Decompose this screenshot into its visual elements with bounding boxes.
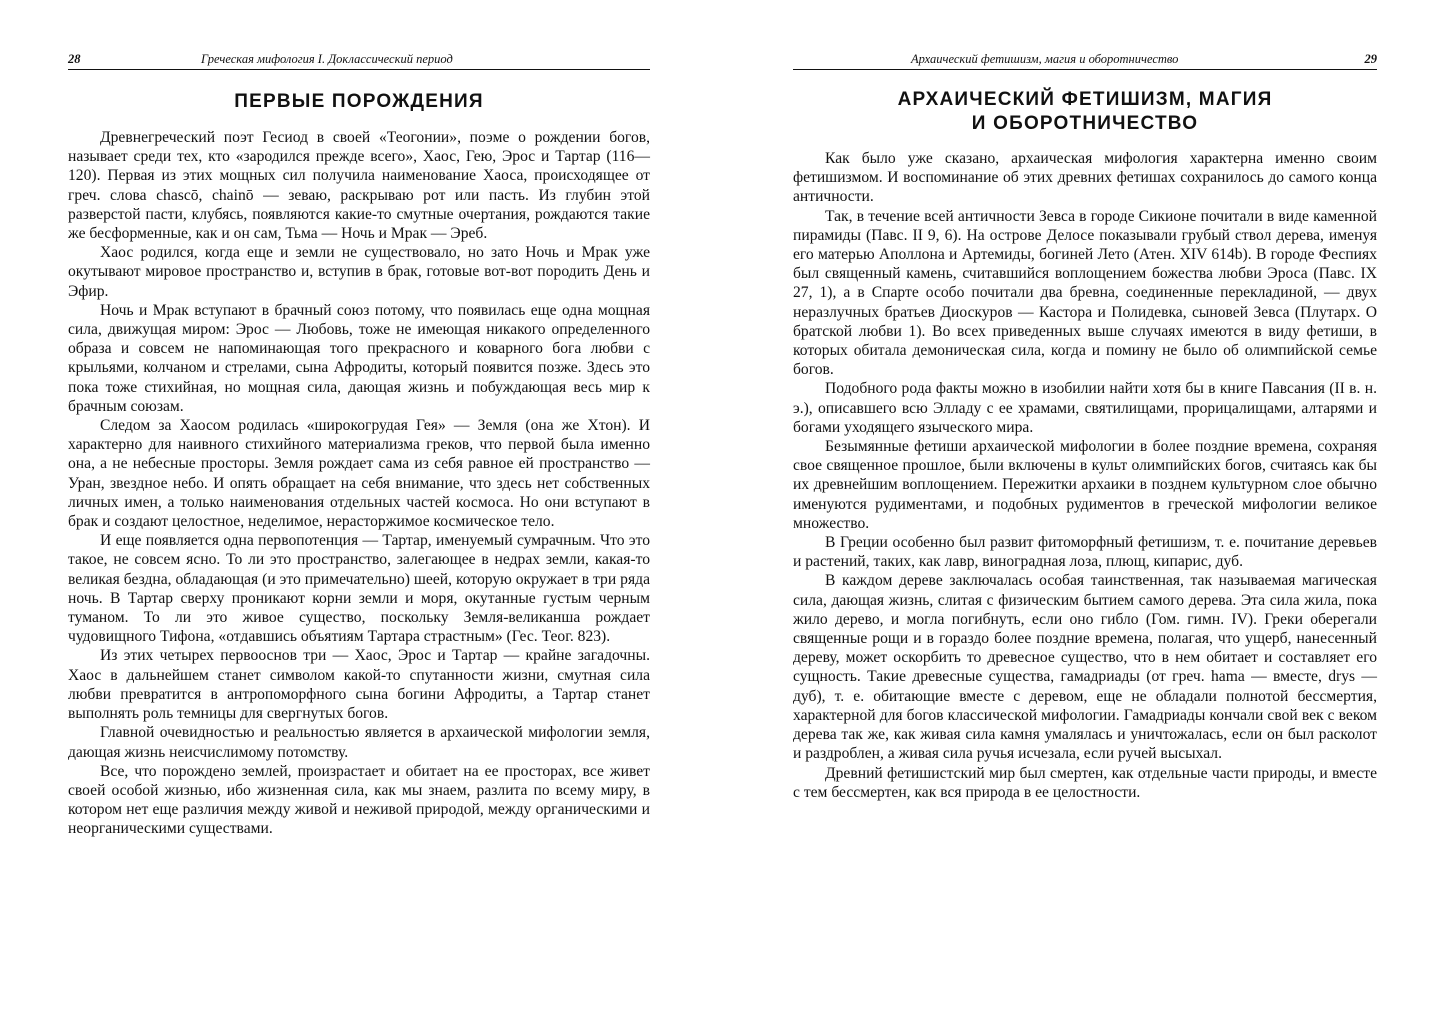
paragraph: Все, что порождено землей, произрастает и обитает на ее просторах, все живет своей особой жизнью, ибо жизненная сила, как мы знаем, разлита по всему миру, в котором нет еще различия между живой и неживой природой, между органическими и неорганическими существами. [68,762,650,838]
left-body-text [68,128,650,839]
paragraph: Безымянные фетиши архаической мифологии в более поздние времена, сохраняя свое священное прошлое, были включены в культ олимпийских богов, считаясь как бы их древнейшим воплощением. Пережитки архаики в позднем культурном слое обычно именуются рудиментами, и подобных рудиментов в греческой мифологии великое множество. [793,438,1377,532]
paragraph: В Греции особенно был развит фитоморфный фетишизм, т. е. почитание деревьев и растений, таких, как лавр, виноградная лоза, плющ, кипарис, дуб. [793,534,1377,571]
paragraph: Следом за Хаосом родилась «широкогрудая Гея» — Земля (она же Хтон). И характерно для наивного стихийного материализма греков, что первой была именно она, а не небесные просторы. Земля рождает сама из себя равное ей пространство — Уран, звездное небо. И опять обращает на себя внимание, что здесь нет собственных личных имен, а только наименования отдельных частей космоса. Но они вступают в брак и создают целостное, неделимое, нерасторжимое космическое тело. [68,417,650,531]
paragraph: И еще появляется одна первопотенция — Тартар, именуемый сумрачным. Что это такое, не совсем ясно. То ли это пространство, залегающее в недрах земли, какая-то великая бездна, обладающая (и это примечательно) шеей, которую окружает в три ряда ночь. В Тартар сверху проникают корни земли и моря, окутанные густым черным туманом. То ли это живое существо, поскольку Земля-великанша рождает чудовищного Тифона, «отдавшись объятиям Тартара страстным» (Гес. Теог. 823). [68,532,650,646]
left-page-number: 28 [68,52,81,66]
right-page-number: 29 [1364,52,1377,66]
paragraph: Древний фетишистский мир был смертен, как отдельные части природы, и вместе с тем бессмертен, как вся природа в ее целостности. [793,764,1377,801]
paragraph: Так, в течение всей античности Зевса в городе Сикионе почитали в виде каменной пирамиды (Павс. II 9, 6). На острове Делосе показывали грубый ствол дерева, именуя его матерью Аполлона и Артемиды, богиней Лето (Атен. XIV 614b). В городе Феспиях был священный камень, считавшийся воплощением божества любви Эроса (Павс. IX 27, 1), а в Спарте особо почитали два бревна, соединенные перекладиной, — двух неразлучных братьев Диоскуров — Кастора и Полидевка, сыновей Зевса (Плутарх. О братской любви 1). Во всех приведенных выше случаях имеются в виду фетиши, в которых обитала демоническая сила, когда и помину не было об олимпийской семье богов. [793,207,1377,379]
right-chapter-title [793,88,1377,136]
right-chapter-title-line1: АРХАИЧЕСКИЙ ФЕТИШИЗМ, МАГИЯ [897,89,1273,110]
left-page [68,0,650,1029]
paragraph: Ночь и Мрак вступают в брачный союз потому, что появилась еще одна мощная сила, движущая миром: Эрос — Любовь, тоже не имеющая никакого определенного образа и совсем не напоминающая того прекрасного и коварного бога любви с крыльями, колчаном и стрелами, сына Афродиты, который появится позже. Здесь это пока тоже стихийная, но мощная сила, дающая жизнь и побуждающая весь мир к брачным союзам. [68,301,650,415]
left-running-title: Греческая мифология I. Доклассический период [201,52,453,66]
paragraph: Хаос родился, когда еще и земли не существовало, но зато Ночь и Мрак уже окутывают мировое пространство и, вступив в брак, готовые вот-вот породить День и Эфир. [68,244,650,300]
right-page [793,0,1377,1029]
paragraph: Главной очевидностью и реальностью является в архаической мифологии земля, дающая жизнь неисчислимому потомству. [68,724,650,761]
paragraph: В каждом дереве заключалась особая таинственная, так называемая магическая сила, дающая жизнь, слитая с физическим бытием самого дерева. Эта сила жила, пока жило дерево, и могла погибнуть, если оно гибло (Гом. гимн. IV). Греки оберегали священные рощи и в гораздо более поздние времена, полагая, что ущерб, нанесенный дереву, может оскорбить то древесное существо, что в нем обитает и составляет его сущность. Такие древесные существа, гамадриады (от греч. hama — вместе, drys — дуб), т. е. обитающие вместе с деревом, еще не обладали полнотой бессмертия, характерной для богов классической мифологии. Гамадриады кончали свой век с веком дерева так же, как живая сила камня умалялась и уничтожалась, если он был расколот и раздроблен, а живая сила ручья исчезала, если ручей высыхал. [793,572,1377,763]
paragraph: Из этих четырех первооснов три — Хаос, Эрос и Тартар — крайне загадочны. Хаос в дальнейшем станет символом какой-то спутанности жизни, смутная сила любви превратится в антропоморфного сына богини Афродиты, а Тартар станет выполнять роль темницы для свергнутых богов. [68,647,650,723]
right-running-title: Архаический фетишизм, магия и оборотничество [911,52,1179,66]
paragraph: Древнегреческий поэт Гесиод в своей «Теогонии», поэме о рождении богов, называет среди тех, кто «зародился прежде всего», Хаос, Гею, Эрос и Тартар (116—120). Первая из этих мощных сил получила наименование Хаоса, происходящее от греч. слова chascō, chainō — зеваю, раскрываю рот или пасть. Из глубин этой разверстой пасти, клубясь, появляются какие-то смутные очертания, рождаются такие же бесформенные, как и он сам, Тьма — Ночь и Мрак — Эреб. [68,129,650,243]
paragraph: Как было уже сказано, архаическая мифология характерна именно своим фетишизмом. И воспоминание об этих древних фетишах сохранилось до самого конца античности. [793,150,1377,206]
right-body-text [793,149,1377,802]
left-chapter-title: ПЕРВЫЕ ПОРОЖДЕНИЯ [234,91,484,112]
right-running-head [793,50,1377,70]
right-chapter-title-line2: И ОБОРОТНИЧЕСТВО [971,113,1199,134]
paragraph: Подобного рода факты можно в изобилии найти хотя бы в книге Павсания (II в. н. э.), описавшего всю Элладу с ее храмами, святилищами, прорицалищами, алтарями и богами уходящего языческого мира. [793,380,1377,436]
left-running-head [68,50,650,70]
